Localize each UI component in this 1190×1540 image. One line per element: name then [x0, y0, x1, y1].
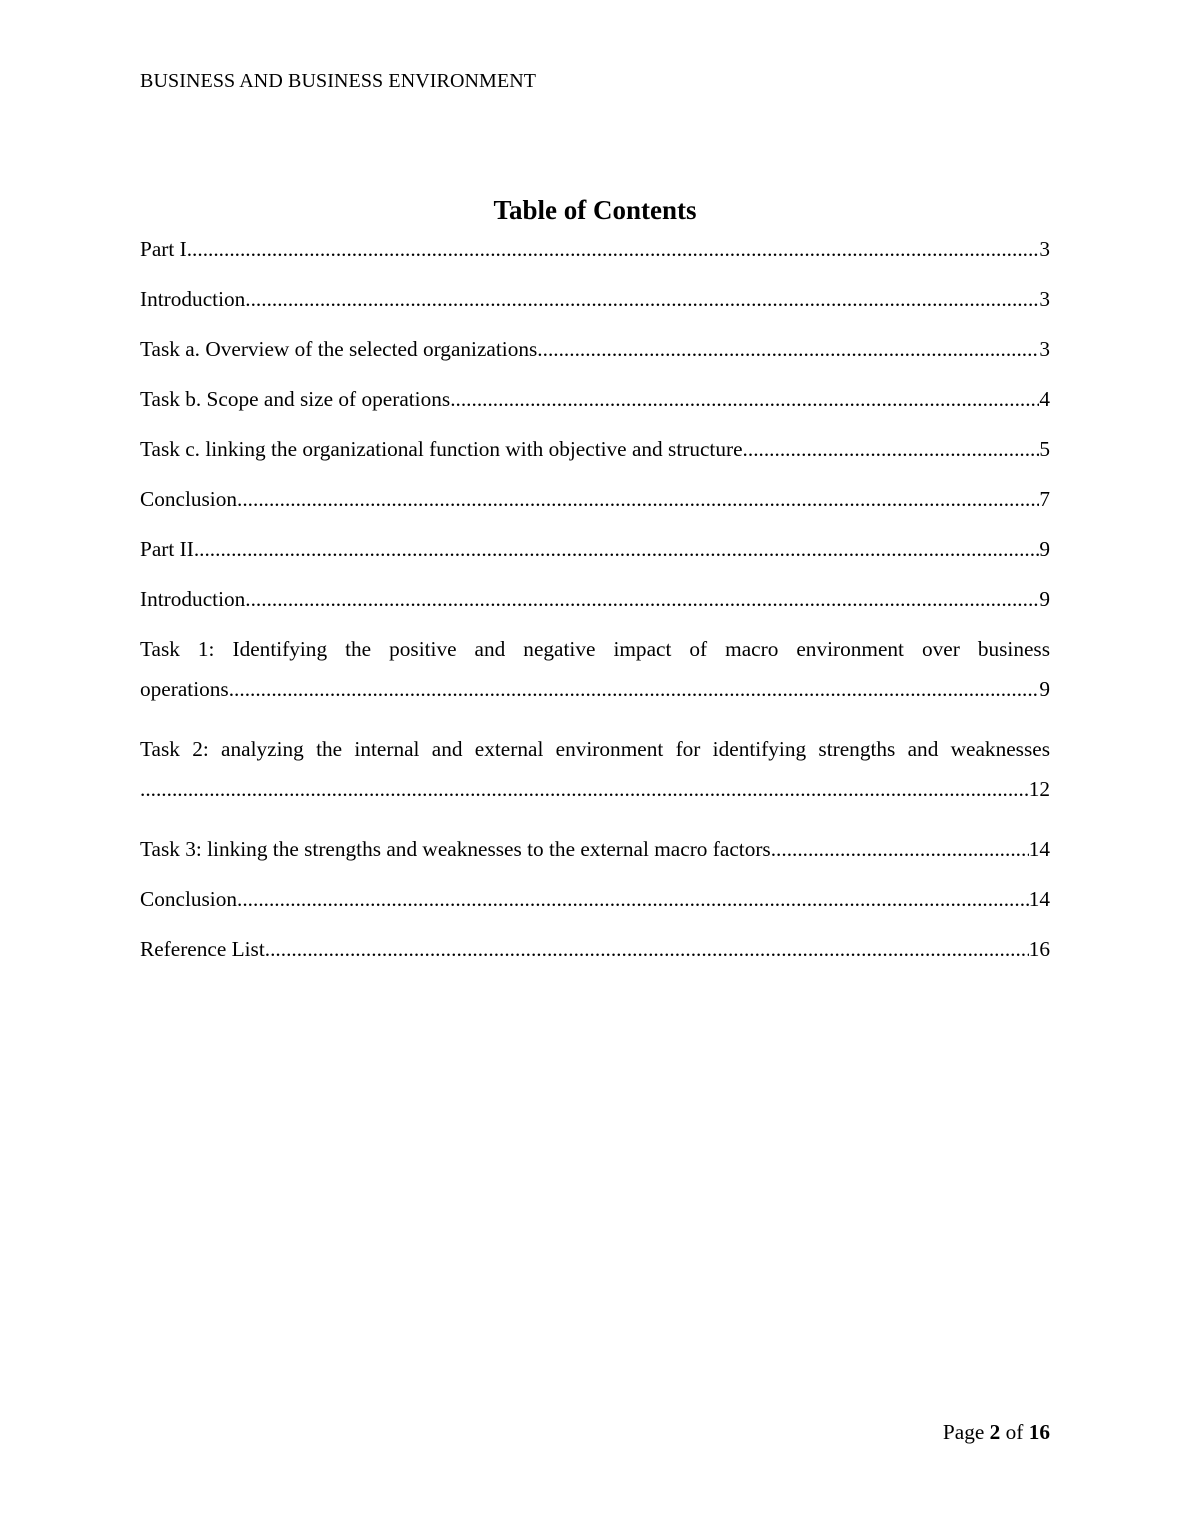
toc-entry-label: Task b. Scope and size of operations	[140, 387, 451, 411]
toc-dot-leader	[245, 279, 1039, 319]
toc-entry-part-2[interactable]	[140, 529, 1050, 569]
toc-entry-conclusion-1[interactable]	[140, 479, 1050, 519]
toc-entry-task-a[interactable]	[140, 329, 1050, 369]
toc-entry-label: Part I	[140, 237, 187, 261]
toc-entry-page: 5	[1039, 437, 1050, 461]
toc-entry-page: 3	[1039, 337, 1050, 361]
toc-entry-page: 9	[1039, 587, 1050, 611]
toc-entry-conclusion-2[interactable]	[140, 879, 1050, 919]
toc-dot-leader	[771, 829, 1029, 869]
toc-dot-leader	[245, 579, 1039, 619]
toc-entry-page: 12	[1028, 777, 1050, 801]
of-word: of	[1005, 1420, 1024, 1444]
toc-entry-task-1[interactable]	[140, 629, 1050, 719]
toc-entry-page: 9	[1039, 537, 1050, 561]
total-pages-number: 16	[1028, 1420, 1050, 1444]
running-header: BUSINESS AND BUSINESS ENVIRONMENT	[140, 70, 537, 92]
toc-title: Table of Contents	[493, 195, 697, 225]
toc-entry-page: 9	[1039, 677, 1050, 701]
toc-entry-task-c[interactable]	[140, 429, 1050, 469]
toc-entry-reference-list[interactable]	[140, 929, 1050, 969]
toc-dot-leader	[140, 769, 1029, 809]
toc-entry-label: Conclusion	[140, 887, 238, 911]
toc-entry-label: Introduction	[140, 587, 246, 611]
toc-dot-leader	[537, 329, 1039, 369]
toc-entry-task-2[interactable]	[140, 729, 1050, 819]
toc-entry-label-line2: operations	[140, 677, 229, 701]
toc-entry-page: 14	[1028, 837, 1050, 861]
toc-dot-leader	[229, 669, 1040, 709]
toc-dot-leader	[194, 529, 1040, 569]
toc-entry-label: Task 3: linking the strengths and weaknesses to the external macro factors	[140, 837, 771, 861]
toc-dot-leader	[450, 379, 1039, 419]
table-of-contents	[140, 229, 1050, 979]
toc-entry-page: 3	[1039, 287, 1050, 311]
toc-dot-leader	[265, 929, 1029, 969]
toc-entry-introduction-1[interactable]	[140, 279, 1050, 319]
toc-entry-page: 3	[1039, 237, 1050, 261]
toc-entry-introduction-2[interactable]	[140, 579, 1050, 619]
toc-entry-task-3[interactable]	[140, 829, 1050, 869]
toc-entry-page: 4	[1039, 387, 1050, 411]
toc-entry-label: Reference List	[140, 937, 265, 961]
toc-entry-label-line1: Task 1: Identifying the positive and negative impact of macro environment over business	[140, 637, 1050, 661]
toc-entry-task-b[interactable]	[140, 379, 1050, 419]
toc-dot-leader	[237, 879, 1029, 919]
toc-entry-page: 16	[1028, 937, 1050, 961]
toc-dot-leader	[743, 429, 1040, 469]
toc-entry-page: 14	[1028, 887, 1050, 911]
toc-entry-part-1[interactable]	[140, 229, 1050, 269]
toc-entry-label: Part II	[140, 537, 194, 561]
toc-entry-label: Introduction	[140, 287, 246, 311]
toc-dot-leader	[187, 229, 1040, 269]
current-page-number: 2	[989, 1420, 1001, 1444]
toc-entry-page: 7	[1039, 487, 1050, 511]
page-word: Page	[942, 1420, 985, 1444]
page-number-footer	[943, 1418, 1050, 1446]
toc-dot-leader	[237, 479, 1039, 519]
toc-entry-label: Conclusion	[140, 487, 238, 511]
toc-entry-label: Task a. Overview of the selected organizations	[140, 337, 538, 361]
toc-entry-label-line1: Task 2: analyzing the internal and external environment for identifying strengths and weaknesses	[140, 737, 1050, 761]
toc-entry-label: Task c. linking the organizational function with objective and structure	[140, 437, 743, 461]
